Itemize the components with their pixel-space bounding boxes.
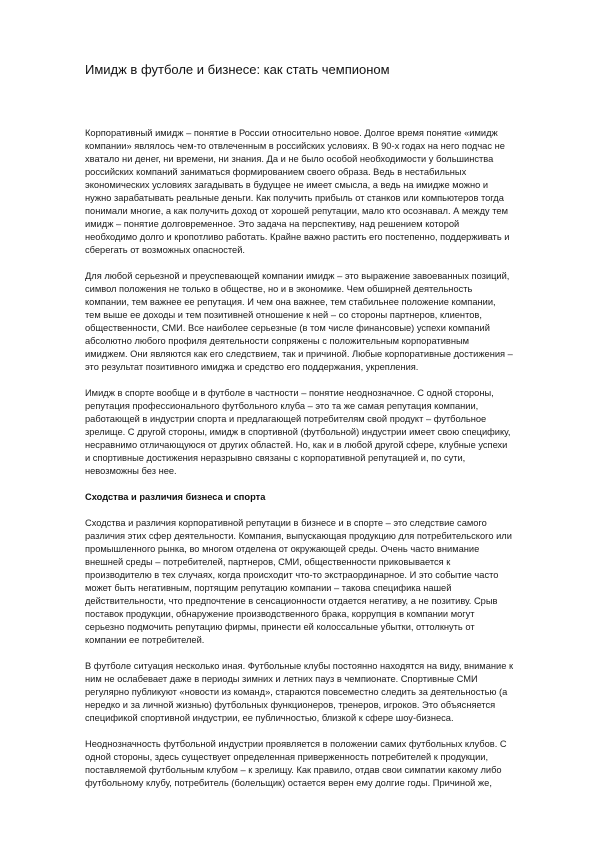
paragraph: Сходства и различия корпоративной репутации в бизнесе и в спорте – это следствие самого различия этих сфер деятельности. Компания, выпускающая продукцию для потребительского или промышленного рынка, во многом отделена от окружающей среды. Очень часто внимание внешней среды – потребителей, партнеров, СМИ, общественности приковывается к производителю в тех случаях, когда происходит что-то экстраординарное. И это событие часто может быть негативным, портящим репутацию компании – такова специфика нашей действительности, что предпочтение в сенсационности отдается негативу, а не позитиву. Срыв поставок продукции, обнаружение производственного брака, коррупция в компании могут серьезно подмочить репутацию фирмы, принести ей колоссальные убытки, оттолкнуть от компании ее потребителей.: [85, 518, 512, 645]
paragraph: Для любой серьезной и преуспевающей компании имидж – это выражение завоеванных позиций, символ положения не только в обществе, но и в экономике. Чем обширней деятельность компании, тем важнее ее репутация. И чем она важнее, тем стабильнее положение компании, тем выше ее доходы и тем позитивней отношение к ней – со стороны партнеров, клиентов, общественности, СМИ. Все наиболее серьезные (в том числе финансовые) успехи компаний абсолютно любого профиля деятельности сопряжены с положительным корпоративным имиджем. Они являются как его следствием, так и причиной. Любые корпоративные достижения – это результат позитивного имиджа и средство его поддержания, укрепления.: [85, 271, 513, 372]
document-title: Имидж в футболе и бизнесе: как стать чемпионом: [85, 62, 390, 77]
paragraph: В футболе ситуация несколько иная. Футбольные клубы постоянно находятся на виду, внимание к ним не ослабевает даже в периоды зимних и летних пауз в чемпионате. Спортивные СМИ регулярно публикуют «новости из команд», стараются повсеместно следить за деятельностью (а нередко и за личной жизнью) футбольных функционеров, тренеров, игроков. Это объясняется спецификой спортивной индустрии, ее публичностью, близкой к сфере шоу-бизнеса.: [85, 661, 514, 723]
paragraph-gap: [85, 504, 513, 517]
paragraph-gap: [85, 374, 513, 387]
section-heading: Сходства и различия бизнеса и спорта: [85, 492, 266, 502]
paragraph-gap: [85, 647, 513, 660]
paragraph: Корпоративный имидж – понятие в России относительно новое. Долгое время понятие «имидж компании» являлось чем-то отвлеченным в российских условиях. В 90-х годах на него подчас не хватало ни денег, ни времени, ни знания. Да и не было особой необходимости у большинства российских компаний заниматься формированием своего образа. Ведь в нестабильных экономических условиях загадывать в будущее не имеет смысла, а ведь на имидже можно и нужно зарабатывать реальные деньги. Как получить прибыль от станков или компьютеров тогда понимали многие, а как получить доход от хорошей репутации, мало кто осознавал. А между тем имидж – понятие долговременное. Это задача на перспективу, над решением которой необходимо долго и кропотливо работать. Крайне важно растить его постепенно, поддерживать и сберегать от возможных опасностей.: [85, 128, 510, 255]
paragraph-gap: [85, 725, 513, 738]
paragraph: Имидж в спорте вообще и в футболе в частности – понятие неоднозначное. С одной стороны, репутация профессионального футбольного клуба – это та же самая репутация компании, работающей в индустрии спорта и предлагающей потребителям свой продукт – футбольное зрелище. С другой стороны, имидж в спортивной (футбольной) индустрии имеет свою специфику, несравнимо отличающуюся от других областей. Но, как и в любой другой сфере, клубные успехи и спортивные достижения неразрывно связаны с корпоративной репутацией и, по сути, невозможны без нее.: [85, 388, 511, 476]
document-body: [85, 127, 513, 790]
paragraph-gap: [85, 478, 513, 491]
paragraph-gap: [85, 257, 513, 270]
paragraph: Неоднозначность футбольной индустрии проявляется в положении самих футбольных клубов. С одной стороны, здесь существует определенная приверженность потребителей к продукции, поставляемой футбольным клубом – к зрелищу. Как правило, отдав свои симпатии какому либо футбольному клубу, потребитель (болельщик) остается верен ему долгие годы. Причиной же,: [85, 739, 507, 788]
